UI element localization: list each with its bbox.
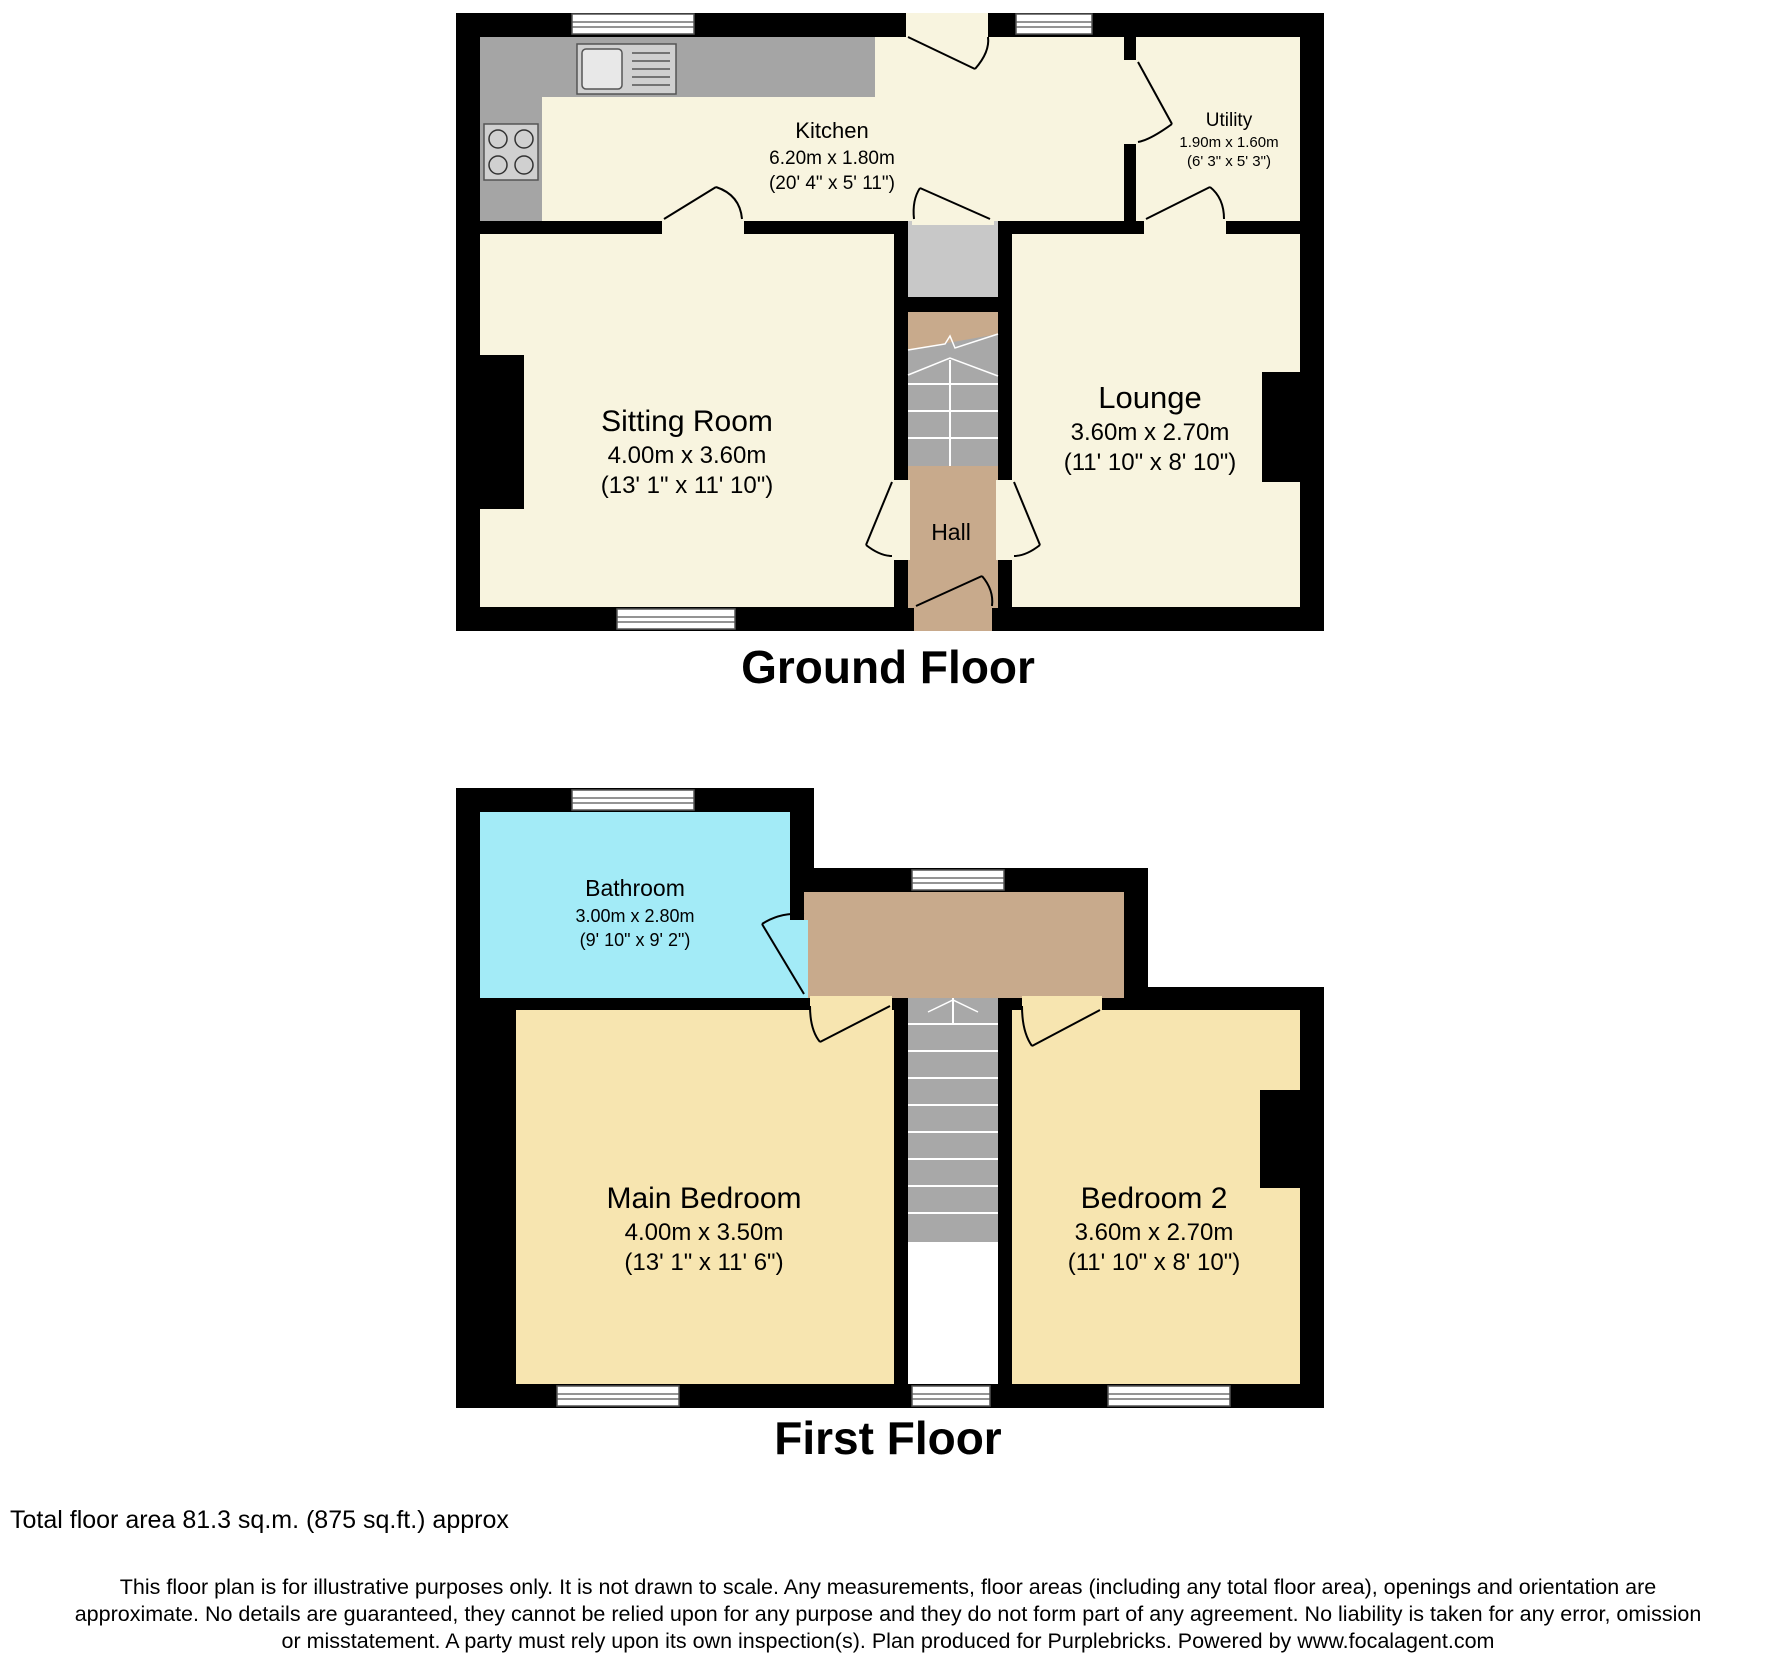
bedroom-2-name: Bedroom 2	[1080, 1182, 1228, 1215]
disclaimer	[0, 1574, 1776, 1655]
utility-doorway	[1122, 60, 1138, 144]
utility-name: Utility	[1205, 110, 1253, 131]
first-floor-plan	[456, 788, 1324, 1464]
sink-icon	[577, 44, 676, 94]
window-icon	[617, 609, 735, 629]
ground-floor-plan	[456, 13, 1324, 693]
sitting-room-imperial: (13' 1" x 11' 10")	[600, 472, 774, 499]
ground-floor-stairs	[908, 334, 998, 466]
hall-sitting-doorway	[892, 480, 910, 560]
disclaimer-line: This floor plan is for illustrative purposes only. It is not drawn to scale. Any measurements, floor areas (including any total floor area), openings and orientation are	[119, 1575, 1657, 1599]
bathroom-name: Bathroom	[585, 875, 685, 901]
hall-storage	[908, 221, 998, 297]
lounge-chimney	[1262, 372, 1302, 482]
first-floor-title: First Floor	[774, 1412, 1002, 1464]
bedroom-2-metric: 3.60m x 2.70m	[1074, 1219, 1234, 1246]
kitchen-imperial: (20' 4" x 5' 11")	[768, 173, 896, 194]
back-door-opening	[906, 13, 988, 39]
kitchen-name: Kitchen	[795, 118, 869, 143]
front-entrance	[914, 606, 992, 631]
disclaimer-line: approximate. No details are guaranteed, they cannot be relied upon for any purpose and they do not form part of any agreement. No liability is taken for any error, omission	[74, 1602, 1702, 1626]
lounge-imperial: (11' 10" x 8' 10")	[1063, 449, 1237, 476]
disclaimer-line: or misstatement. A party must rely upon its own inspection(s). Plan produced for Purplebricks. Powered by www.focalagent.com	[281, 1629, 1495, 1653]
hall-kitchen-doorway	[912, 219, 994, 225]
landing-floor	[804, 892, 1124, 998]
sitting-room-chimney	[480, 355, 524, 509]
sitting-room-name: Sitting Room	[601, 405, 773, 438]
utility-metric: 1.90m x 1.60m	[1179, 134, 1279, 151]
first-floor-stairs	[908, 998, 998, 1242]
bathroom-imperial: (9' 10" x 9' 2")	[579, 930, 691, 950]
window-icon	[557, 1386, 679, 1406]
window-icon	[572, 790, 694, 810]
bathroom-floor	[480, 812, 790, 998]
main-bedroom-imperial: (13' 1" x 11' 6")	[624, 1249, 784, 1276]
kitchen-metric: 6.20m x 1.80m	[769, 148, 895, 169]
hall-lounge-doorway	[996, 480, 1014, 560]
bedroom-2-doorway	[1022, 996, 1102, 1014]
utility-imperial: (6' 3" x 5' 3")	[1187, 153, 1271, 170]
main-bedroom-name: Main Bedroom	[606, 1182, 802, 1215]
window-icon	[1016, 14, 1092, 34]
bathroom-doorway	[788, 920, 808, 998]
lounge-name: Lounge	[1098, 380, 1202, 415]
main-bedroom-metric: 4.00m x 3.50m	[624, 1219, 784, 1246]
bathroom-metric: 3.00m x 2.80m	[575, 906, 695, 926]
hall-name: Hall	[931, 519, 971, 545]
sitting-room-metric: 4.00m x 3.60m	[607, 442, 767, 469]
bedroom-2-imperial: (11' 10" x 8' 10")	[1067, 1249, 1241, 1276]
lounge-doorway	[1144, 219, 1226, 237]
window-icon	[912, 870, 1004, 890]
hob-icon	[484, 124, 538, 180]
ground-floor-title: Ground Floor	[741, 641, 1035, 693]
total-floor-area: Total floor area 81.3 sq.m. (875 sq.ft.) approx	[10, 1506, 509, 1534]
window-icon	[912, 1386, 990, 1406]
window-icon	[1108, 1386, 1230, 1406]
window-icon	[572, 14, 694, 34]
bedroom-2-chimney	[1260, 1090, 1302, 1188]
lounge-metric: 3.60m x 2.70m	[1070, 419, 1230, 446]
sitting-room-doorway	[662, 219, 744, 237]
